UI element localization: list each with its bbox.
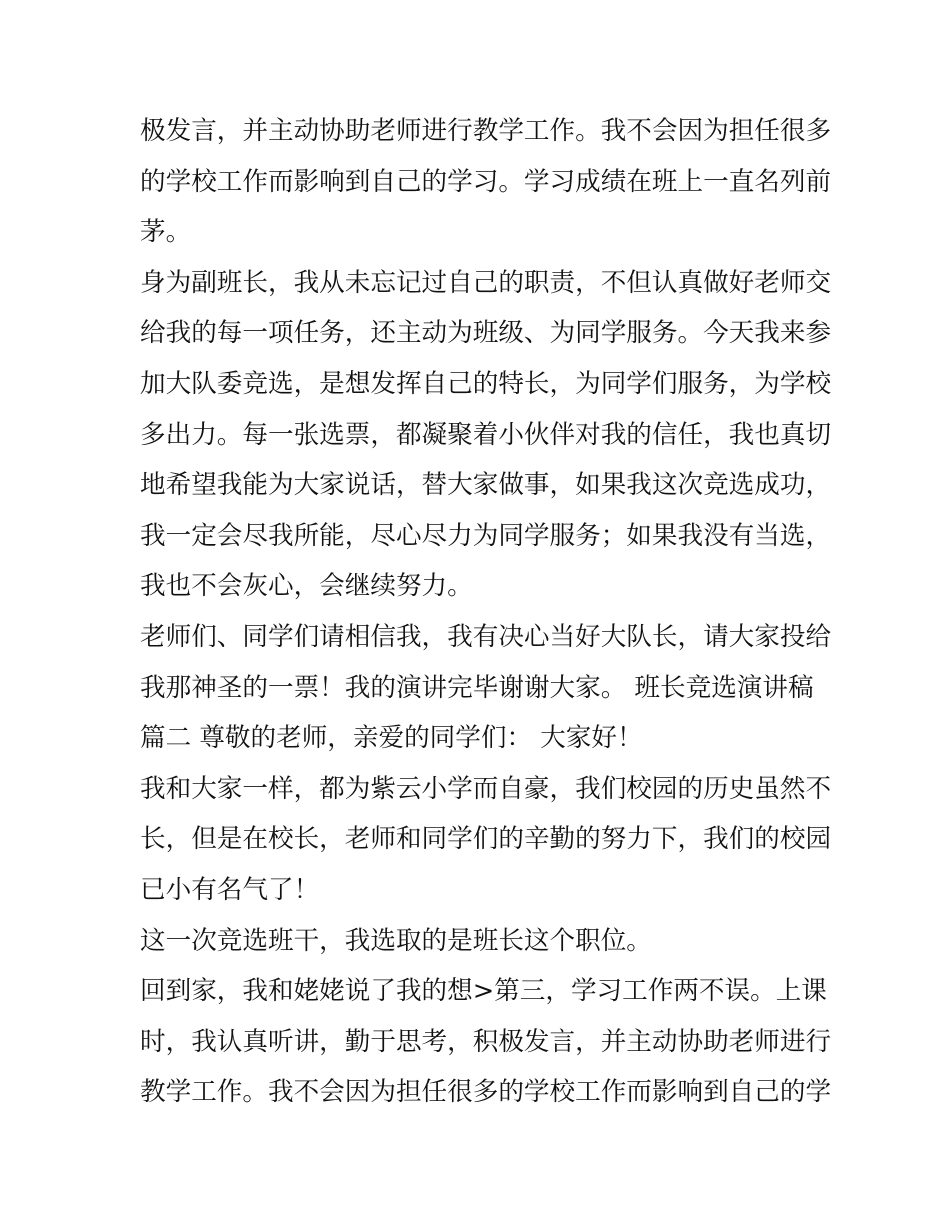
text-line: 身为副班长，我从未忘记过自己的职责，不但认真做好老师交 — [140, 267, 832, 298]
text-line: 茅。 — [140, 217, 192, 248]
text-line: 我一定会尽我所能，尽心尽力为同学服务；如果我没有当选， — [140, 520, 832, 551]
text-line: 教学工作。我不会因为担任很多的学校工作而影响到自己的学 — [140, 1077, 832, 1108]
text-line: 老师们、同学们请相信我，我有决心当好大队长，请大家投给 — [140, 621, 832, 652]
text-line: 极发言，并主动协助老师进行教学工作。我不会因为担任很多 — [140, 116, 832, 146]
text-line: 我也不会灰心，会继续努力。 — [140, 571, 473, 602]
text-line: 给我的每一项任务，还主动为班级、为同学服务。今天我来参 — [140, 318, 832, 349]
text-line: 篇二 尊敬的老师，亲爱的同学们： 大家好！ — [140, 723, 643, 754]
text-line: 多出力。每一张选票，都凝聚着小伙伴对我的信任，我也真切 — [140, 419, 832, 450]
text-line: 长，但是在校长，老师和同学们的辛勤的努力下，我们的校园 — [140, 824, 832, 855]
document-body — [140, 106, 832, 1118]
text-line: 时，我认真听讲，勤于思考，积极发言，并主动协助老师进行 — [140, 1026, 832, 1057]
text-line: 已小有名气了！ — [140, 874, 320, 905]
text-line: 的学校工作而影响到自己的学习。学习成绩在班上一直名列前 — [140, 166, 832, 197]
text-line: 地希望我能为大家说话，替大家做事，如果我这次竞选成功， — [140, 470, 832, 501]
text-line: 我和大家一样，都为紫云小学而自豪，我们校园的历史虽然不 — [140, 773, 832, 804]
text-line: 这一次竞选班干，我选取的是班长这个职位。 — [140, 925, 652, 956]
text-line: 加大队委竞选，是想发挥自己的特长，为同学们服务，为学校 — [140, 368, 832, 399]
text-line: 我那神圣的一票！我的演讲完毕谢谢大家。 班长竞选演讲稿 — [140, 672, 814, 703]
text-line: 回到家，我和姥姥说了我的想>第三，学习工作两不误。上课 — [140, 976, 827, 1007]
